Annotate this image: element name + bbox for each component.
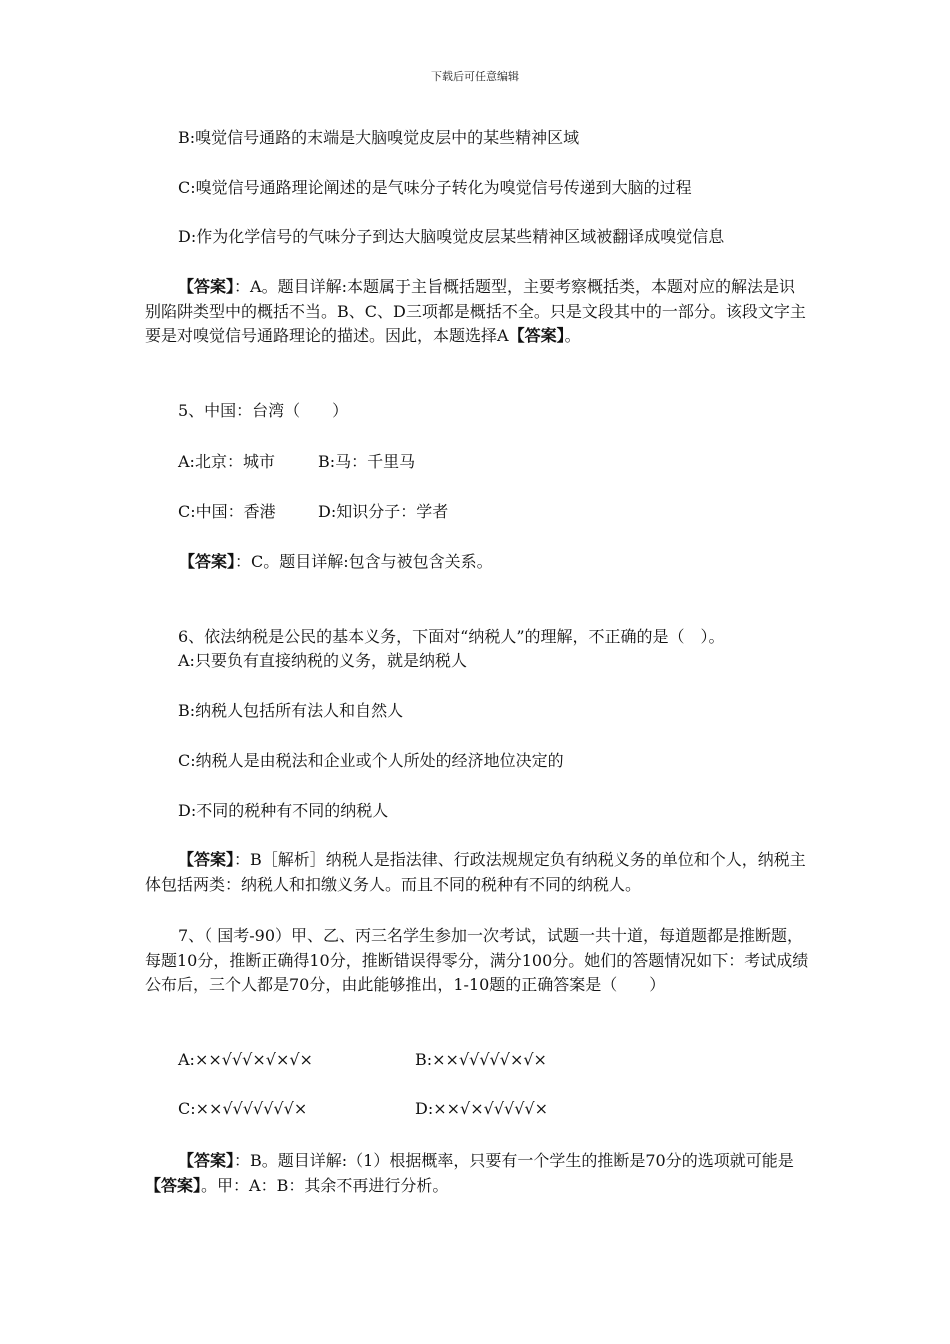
q4-option-d: D:作为化学信号的气味分子到达大脑嗅觉皮层某些精神区域被翻译成嗅觉信息 (178, 227, 725, 246)
q4-answer-text: ：A。题目详解:本题属于主旨概括题型，主要考察概括类，本题对应的解法是识别陷阱类型中的概括不当。B、C、D三项都是概括不全。只是文段其中的一部分。该段文字主要是对嗅觉信号通路理论的描述。因此，本题选择A (145, 277, 806, 345)
q6-option-b: B:纳税人包括所有法人和自然人 (178, 701, 404, 720)
q5-option-c: C:中国：香港 (178, 502, 276, 521)
q5-answer (179, 552, 493, 572)
q4-option-c: C:嗅觉信号通路理论阐述的是气味分子转化为嗅觉信号传递到大脑的过程 (178, 178, 692, 197)
q7-answer-tag-end: 【答案】 (145, 1175, 202, 1195)
q4-answer-tag: 【答案】 (178, 277, 235, 296)
q6-answer-text: ：B［解析］纳税人是指法律、行政法规规定负有纳税义务的单位和个人，纳税主体包括两类：纳税人和扣缴义务人。而且不同的税种有不同的纳税人。 (145, 850, 806, 894)
q7-answer-text: ：B。题目详解:（1）根据概率，只要有一个学生的推断是70分的选项就可能是 (234, 1151, 794, 1170)
q5-answer-tag: 【答案】 (179, 552, 236, 571)
q7-option-b: B:××√√√√√×√× (415, 1050, 547, 1069)
q7-answer (145, 1149, 810, 1198)
q7-answer-tag: 【答案】 (178, 1151, 235, 1170)
q7-options-row-1 (178, 1050, 547, 1070)
page-header: 下载后可任意编辑 (431, 70, 519, 83)
q6-stem: 6、依法纳税是公民的基本义务，下面对“纳税人”的理解，不正确的是（ ）。 (178, 627, 725, 646)
q6-answer (145, 848, 810, 897)
q6-answer-tag: 【答案】 (178, 850, 235, 869)
q5-stem: 5、中国：台湾（ ） (178, 401, 349, 420)
q6-option-c: C:纳税人是由税法和企业或个人所处的经济地位决定的 (178, 751, 564, 770)
q7-options-row-2 (178, 1099, 549, 1119)
q7-option-d: D:××√×√√√√√× (415, 1099, 549, 1118)
q7-option-a: A:××√√√×√×√× (178, 1050, 313, 1069)
q5-options-row-1 (178, 452, 416, 472)
q7-answer-end: 。甲：A：B：其余不再进行分析。 (201, 1175, 449, 1195)
q4-answer-tag-end: 【答案】 (508, 326, 565, 345)
q6-option-d: D:不同的税种有不同的纳税人 (178, 801, 389, 820)
q5-option-a: A:北京：城市 (178, 452, 275, 471)
q5-option-d: D:知识分子：学者 (318, 502, 449, 521)
q5-options-row-2 (178, 502, 449, 522)
q7-option-c: C:××√√√√√√√× (178, 1099, 308, 1118)
q6-option-a: A:只要负有直接纳税的义务，就是纳税人 (178, 651, 467, 670)
q4-answer (145, 275, 810, 349)
q4-answer-end: 。 (564, 326, 581, 345)
q5-option-b: B:马：千里马 (318, 452, 416, 471)
q4-option-b: B:嗅觉信号通路的末端是大脑嗅觉皮层中的某些精神区域 (178, 128, 580, 147)
q7-stem: 7、（ 国考-90）甲、乙、丙三名学生参加一次考试，试题一共十道，每道题都是推断题，每题10分，推断正确得10分，推断错误得零分，满分100分。她们的答题情况如下：考试成绩公布后，三个人都是70分，由此能够推出，1-10题的正确答案是（ ） (145, 926, 809, 994)
q5-answer-text: ：C。题目详解:包含与被包含关系。 (235, 552, 493, 571)
